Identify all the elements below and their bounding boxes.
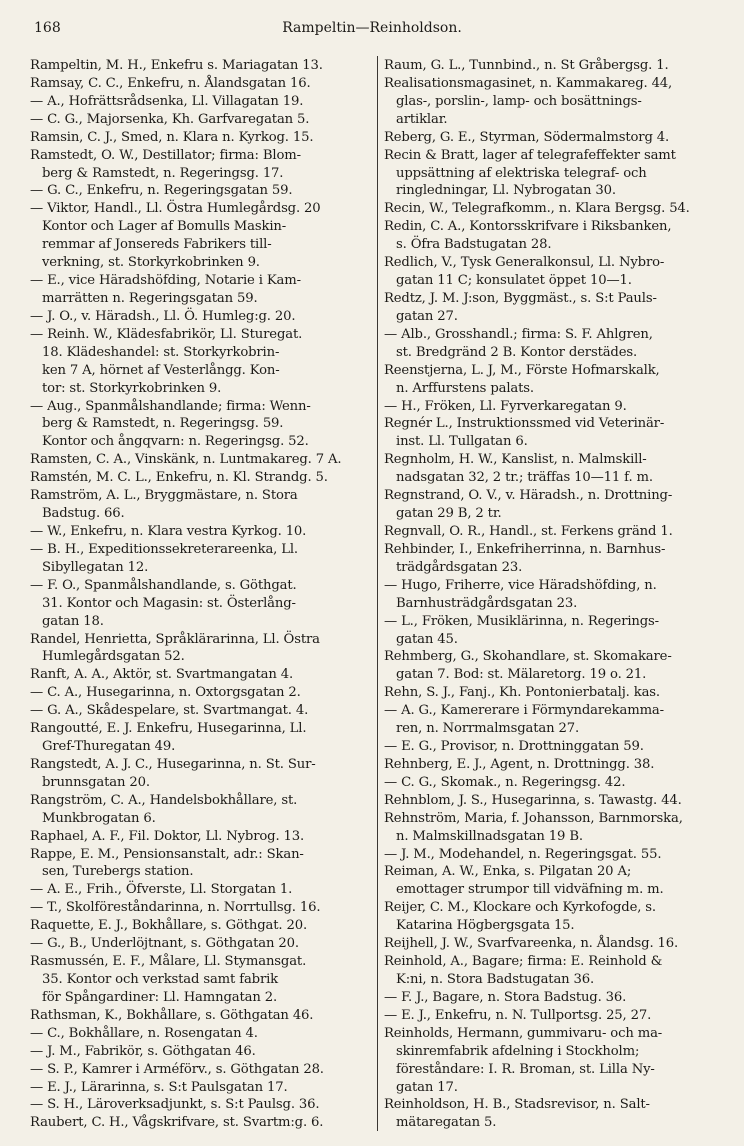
directory-entry-line: Raum, G. L., Tunnbind., n. St Gråbergsg. 1.	[384, 58, 669, 73]
entry-continuation-line: ren, n. Norrmalmsgatan 27.	[396, 721, 580, 737]
directory-entry-line: Ranft, A. A., Aktör, st. Svartmangatan 4.	[30, 667, 293, 683]
directory-entry-line: Rehnström, Maria, f. Johansson, Barnmorska,	[384, 810, 683, 826]
page-header	[34, 20, 710, 42]
entry-continuation-line: Katarina Högbergsgata 15.	[396, 918, 575, 934]
directory-entry-line: Ramsin, C. J., Smed, n. Klara n. Kyrkog. 15.	[30, 129, 314, 145]
entry-continuation-line: ken 7 A, hörnet af Vesterlångg. Kon-	[42, 362, 280, 378]
entry-continuation-line: tor: st. Storkyrkobrinken 9.	[42, 380, 222, 396]
directory-entry-line: Ramstedt, O. W., Destillator; firma: Blom-	[30, 147, 301, 163]
entry-continuation-line: gatan 11 C; konsulatet öppet 10—1.	[396, 273, 632, 289]
entry-continuation-line: Badstug. 66.	[42, 506, 125, 522]
directory-entry-line: — A. G., Kamererare i Förmyndarekamma-	[384, 703, 664, 719]
entry-continuation-line: sen, Turebergs station.	[42, 864, 194, 880]
right-column	[377, 56, 724, 1131]
entry-continuation-line: trädgårdsgatan 23.	[396, 559, 523, 575]
directory-entry-line: Raphael, A. F., Fil. Doktor, Ll. Nybrog. 13.	[30, 828, 305, 844]
directory-entry-line: Reinholdson, H. B., Stadsrevisor, n. Salt-	[384, 1097, 650, 1113]
entry-continuation-line: Kontor och ångqvarn: n. Regeringsg. 52.	[42, 434, 309, 450]
entry-continuation-line: verkning, st. Storkyrkobrinken 9.	[42, 255, 260, 271]
directory-entry-line: Rehmberg, G., Skohandlare, st. Skomakare-	[384, 649, 672, 665]
directory-entry-line: Reberg, G. E., Styrman, Södermalmstorg 4.	[384, 129, 670, 145]
directory-entry-line: — B. H., Expeditionssekreterareenka, Ll.	[30, 541, 298, 557]
directory-entry-line: Rasmussén, E. F., Målare, Ll. Stymansgat.	[30, 954, 307, 970]
directory-entry-line: — T., Skolföreståndarinna, n. Norrtullsg. 16.	[30, 900, 321, 916]
directory-entry-line: — W., Enkefru, n. Klara vestra Kyrkog. 10.	[30, 523, 307, 539]
entry-continuation-line: Barnhusträdgårdsgatan 23.	[396, 595, 578, 611]
directory-entry-line: Reiman, A. W., Enka, s. Pilgatan 20 A;	[384, 864, 632, 880]
directory-entry-line: Reinholds, Hermann, gummivaru- och ma-	[384, 1025, 663, 1041]
directory-entry-line: Raubert, C. H., Vågskrifvare, st. Svartm:g. 6.	[30, 1115, 324, 1131]
entry-continuation-line: 18. Klädeshandel: st. Storkyrkobrin-	[42, 344, 280, 360]
entry-continuation-line: gatan 45.	[396, 631, 458, 647]
directory-entry-line: Raquette, E. J., Bokhållare, s. Göthgat. 20.	[30, 918, 308, 934]
directory-entry-line: Regnstrand, O. V., v. Häradsh., n. Drottning-	[384, 488, 673, 504]
entry-continuation-line: 35. Kontor och verkstad samt fabrik	[42, 972, 279, 988]
directory-entry-line: — Alb., Grosshandl.; firma: S. F. Ahlgren,	[384, 326, 653, 342]
directory-entry-line: — F. J., Bagare, n. Stora Badstug. 36.	[384, 989, 627, 1005]
entry-continuation-line: berg & Ramstedt, n. Regeringsg. 17.	[42, 165, 284, 181]
entry-continuation-line: berg & Ramstedt, n. Regeringsg. 59.	[42, 416, 284, 432]
directory-entry-line: — A., Hofrättsrådsenka, Ll. Villagatan 19.	[30, 93, 304, 109]
directory-entry-line: — E. G., Provisor, n. Drottninggatan 59.	[384, 739, 644, 755]
directory-entry-line: Realisationsmagasinet, n. Kammakareg. 44,	[384, 75, 673, 91]
entry-continuation-line: Humlegårdsgatan 52.	[42, 649, 185, 665]
entry-continuation-line: Gref-Thuregatan 49.	[42, 739, 176, 755]
directory-entry-line: Reijhell, J. W., Svarfvareenka, n. Ålandsg. 16.	[384, 936, 679, 952]
directory-entry-line: — G. A., Skådespelare, st. Svartmangat. 4.	[30, 703, 309, 719]
directory-entry-line: — C. A., Husegarinna, n. Oxtorgsgatan 2.	[30, 685, 301, 701]
page-number: 168	[34, 20, 61, 36]
directory-entry-line: Ramsay, C. C., Enkefru, n. Ålandsgatan 16.	[30, 75, 311, 91]
directory-entry-line: Rangoutté, E. J. Enkefru, Husegarinna, Ll.	[30, 721, 307, 737]
directory-entry-line: Rathsman, K., Bokhållare, s. Göthgatan 46.	[30, 1007, 314, 1023]
directory-entry-line: Recin, W., Telegrafkomm., n. Klara Bergsg. 54.	[384, 201, 690, 217]
directory-entry-line: — G., B., Underlöjtnant, s. Göthgatan 20.	[30, 936, 299, 952]
directory-entry-line: Rehnblom, J. S., Husegarinna, s. Tawastg. 44.	[384, 792, 682, 808]
entry-continuation-line: nadsgatan 32, 2 tr.; träffas 10—11 f. m.	[396, 470, 653, 486]
directory-entry-line: — L., Fröken, Musiklärinna, n. Regerings-	[384, 613, 659, 629]
entry-continuation-line: Sibyllegatan 12.	[42, 559, 149, 575]
directory-entry-line: — G. C., Enkefru, n. Regeringsgatan 59.	[30, 183, 293, 199]
directory-entry-line: Rappe, E. M., Pensionsanstalt, adr.: Skan-	[30, 846, 304, 862]
entry-continuation-line: för Spångardiner: Ll. Hamngatan 2.	[42, 989, 278, 1005]
entry-continuation-line: glas-, porslin-, lamp- och bosättnings-	[396, 93, 642, 109]
entry-continuation-line: st. Bredgränd 2 B. Kontor derstädes.	[396, 344, 638, 360]
entry-continuation-line: marrätten n. Regeringsgatan 59.	[42, 290, 258, 306]
directory-entry-line: Ramström, A. L., Bryggmästare, n. Stora	[30, 488, 298, 504]
directory-entry-line: — C., Bokhållare, n. Rosengatan 4.	[30, 1025, 258, 1041]
directory-entry-line: — J. M., Fabrikör, s. Göthgatan 46.	[30, 1043, 256, 1059]
directory-entry-line: Reenstjerna, L. J, M., Förste Hofmarskalk,	[384, 362, 660, 378]
directory-entry-line: — F. O., Spanmålshandlande, s. Göthgat.	[30, 577, 297, 593]
directory-entry-line: Regnholm, H. W., Kanslist, n. Malmskill-	[384, 452, 647, 468]
directory-entry-line: — S. P., Kamrer i Arméförv., s. Göthgatan 28.	[30, 1061, 324, 1077]
entry-continuation-line: remmar af Jonsereds Fabrikers till-	[42, 237, 272, 253]
directory-entry-line: — S. H., Läroverksadjunkt, s. S:t Paulsg. 36.	[30, 1097, 320, 1113]
entry-continuation-line: mätaregatan 5.	[396, 1115, 497, 1131]
directory-entry-line: — E., vice Häradshöfding, Notarie i Kam-	[30, 273, 301, 289]
entry-continuation-line: n. Malmskillnadsgatan 19 B.	[396, 828, 583, 844]
directory-entry-line: — E. J., Enkefru, n. N. Tullportsg. 25, 27.	[384, 1007, 652, 1023]
directory-entry-line: Rehn, S. J., Fanj., Kh. Pontonierbatalj. kas.	[384, 685, 660, 701]
directory-entry-line: — E. J., Lärarinna, s. S:t Paulsgatan 17.	[30, 1079, 288, 1095]
directory-entry-line: — Aug., Spanmålshandlande; firma: Wenn-	[30, 398, 311, 414]
directory-entry-line: — Reinh. W., Klädesfabrikör, Ll. Sturegat.	[30, 326, 303, 342]
directory-entry-line: Regnér L., Instruktionssmed vid Veterinär-	[384, 416, 665, 432]
directory-entry-line: Ramsten, C. A., Vinskänk, n. Luntmakareg. 7 A.	[30, 452, 342, 468]
directory-entry-line: — J. M., Modehandel, n. Regeringsgat. 55.	[384, 846, 662, 862]
directory-entry-line: Rampeltin, M. H., Enkefru s. Mariagatan 13.	[30, 58, 323, 73]
directory-entry-line: Rehbinder, I., Enkefriherrinna, n. Barnhus-	[384, 541, 666, 557]
entry-continuation-line: gatan 7. Bod: st. Mälaretorg. 19 o. 21.	[396, 667, 647, 683]
entry-continuation-line: gatan 29 B, 2 tr.	[396, 506, 502, 522]
directory-entry-line: — A. E., Frih., Öfverste, Ll. Storgatan 1.	[30, 882, 293, 898]
directory-entry-line: Reijer, C. M., Klockare och Kyrkofogde, s.	[384, 900, 656, 916]
entry-continuation-line: gatan 17.	[396, 1079, 458, 1095]
entry-continuation-line: skinremfabrik afdelning i Stockholm;	[396, 1043, 640, 1059]
entry-continuation-line: artiklar.	[396, 111, 448, 127]
entry-continuation-line: emottager strumpor till vidväfning m. m.	[396, 882, 664, 898]
entry-continuation-line: 31. Kontor och Magasin: st. Österlång-	[42, 595, 296, 611]
directory-entry-line: Redin, C. A., Kontorsskrifvare i Riksbanken,	[384, 219, 672, 235]
running-head: Rampeltin—Reinholdson.	[282, 20, 462, 36]
entry-continuation-line: föreståndare: I. R. Broman, st. Lilla Ny-	[396, 1061, 655, 1077]
entry-continuation-line: ringledningar, Ll. Nybrogatan 30.	[396, 183, 616, 199]
directory-entry-line: — C. G., Skomak., n. Regeringsg. 42.	[384, 774, 626, 790]
entry-continuation-line: Munkbrogatan 6.	[42, 810, 156, 826]
directory-entry-line: Rehnberg, E. J., Agent, n. Drottningg. 38.	[384, 756, 655, 772]
directory-entry-line: Redtz, J. M. J:son, Byggmäst., s. S:t Pauls-	[384, 290, 657, 306]
entry-continuation-line: s. Öfra Badstugatan 28.	[396, 237, 552, 253]
directory-entry-line: — Hugo, Friherre, vice Häradshöfding, n.	[384, 577, 657, 593]
entry-continuation-line: brunnsgatan 20.	[42, 774, 150, 790]
directory-entry-line: Redlich, V., Tysk Generalkonsul, Ll. Nybro-	[384, 255, 665, 271]
directory-entry-line: — Viktor, Handl., Ll. Östra Humlegårdsg. 20	[30, 201, 321, 217]
directory-entry-line: — C. G., Majorsenka, Kh. Garfvaregatan 5.	[30, 111, 310, 127]
directory-entry-line: — J. O., v. Häradsh., Ll. Ö. Humleg:g. 20.	[30, 308, 296, 324]
entry-continuation-line: Kontor och Lager af Bomulls Maskin-	[42, 219, 287, 235]
entry-continuation-line: gatan 27.	[396, 308, 458, 324]
entry-continuation-line: n. Arffurstens palats.	[396, 380, 534, 396]
directory-entry-line: Ramstén, M. C. L., Enkefru, n. Kl. Strandg. 5.	[30, 470, 328, 486]
entry-continuation-line: K:ni, n. Stora Badstugatan 36.	[396, 972, 595, 988]
directory-entry-line: Regnvall, O. R., Handl., st. Ferkens gränd 1.	[384, 523, 673, 539]
entry-continuation-line: inst. Ll. Tullgatan 6.	[396, 434, 528, 450]
directory-entry-line: Randel, Henrietta, Språklärarinna, Ll. Östra	[30, 631, 320, 647]
entry-continuation-line: uppsättning af elektriska telegraf- och	[396, 165, 647, 181]
directory-entry-line: — H., Fröken, Ll. Fyrverkaregatan 9.	[384, 398, 627, 414]
directory-entry-line: Rangström, C. A., Handelsbokhållare, st.	[30, 792, 298, 808]
directory-entry-line: Recin & Bratt, lager af telegrafeffekter samt	[384, 147, 676, 163]
entry-continuation-line: gatan 18.	[42, 613, 104, 629]
left-column	[30, 56, 377, 1131]
directory-columns	[30, 56, 724, 1131]
directory-entry-line: Reinhold, A., Bagare; firma: E. Reinhold &	[384, 954, 663, 970]
directory-entry-line: Rangstedt, A. J. C., Husegarinna, n. St. Sur-	[30, 756, 316, 772]
